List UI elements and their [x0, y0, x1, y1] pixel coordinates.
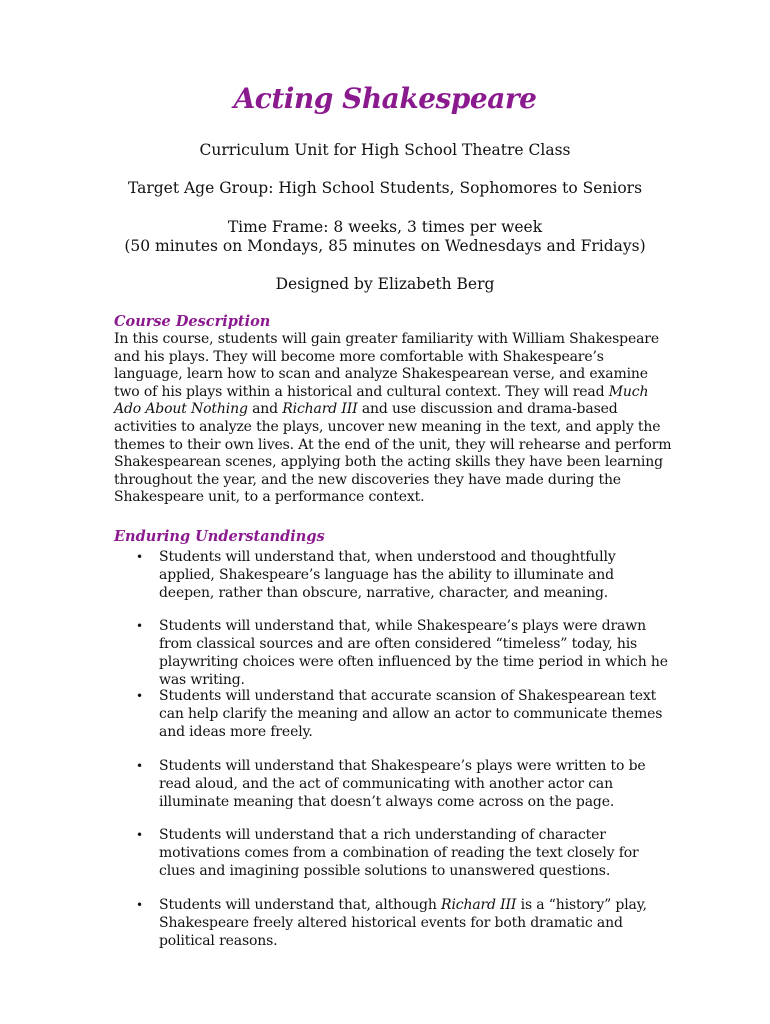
enduring-understandings-heading: Enduring Understandings [114, 528, 325, 545]
list-item [136, 617, 669, 689]
list-item [136, 896, 669, 950]
play-title-much-ado: Much Ado About Nothing [114, 383, 649, 418]
course-description-heading: Course Description [114, 313, 271, 330]
list-item-text: Students will understand that Shakespeare’s plays were written to be read aloud, and the act of communicating with another actor can illuminate meaning that doesn’t always come across on the page. [159, 758, 646, 810]
document-subtitle: Curriculum Unit for High School Theatre Class [199, 141, 571, 159]
bullet-icon: • [136, 759, 143, 773]
list-item-text: Students will understand that, when understood and thoughtfully applied, Shakespeare’s language has the ability to illuminate and deepen, rather than obscure, narrative, character, and meaning. [159, 549, 616, 601]
list-item [136, 826, 669, 880]
play-title-richard-iii: Richard III [282, 401, 358, 418]
designer-credit: Designed by Elizabeth Berg [275, 275, 495, 293]
list-item [136, 757, 669, 811]
list-item-text [159, 897, 647, 949]
time-frame-detail: (50 minutes on Mondays, 85 minutes on Wednesdays and Fridays) [124, 237, 646, 255]
list-item-text: Students will understand that accurate scansion of Shakespearean text can help clarify the meaning and allow an actor to communicate themes and ideas more freely. [159, 688, 663, 740]
bullet-icon: • [136, 619, 143, 633]
list-item [136, 548, 669, 602]
course-description-text [114, 331, 674, 507]
course-description-part-3: and use discussion and drama-based activities to analyze the plays, uncover new meaning in the text, and apply the themes to their own lives. At the end of the unit, they will rehearse and perform Shakespearean scenes, applying both the acting skills they have been learning throughout the year, and the new discoveries they have made during the Shakespeare unit, to a performance context. [114, 401, 672, 506]
bullet-icon: • [136, 550, 143, 564]
bullet-icon: • [136, 828, 143, 842]
bullet-icon: • [136, 898, 143, 912]
document-title: Acting Shakespeare [233, 82, 537, 115]
course-description-part-2: and [247, 401, 283, 418]
bullet-icon: • [136, 689, 143, 703]
list-item-text: Students will understand that a rich understanding of character motivations comes from a combination of reading the text closely for clues and imagining possible solutions to unanswered questions. [159, 827, 639, 879]
list-item-text-part-1: Students will understand that, although [159, 897, 442, 913]
course-description-part-1: In this course, students will gain greater familiarity with William Shakespeare and his plays. They will become more comfortable with Shakespeare’s language, learn how to scan and analyze Shakespearean verse, and examine two of his plays within a historical and cultural context. They will read [114, 331, 659, 400]
list-item-text-part-2: is a “history” play, Shakespeare freely altered historical events for both dramatic and political reasons. [159, 897, 647, 949]
play-title-richard-iii: Richard III [441, 897, 517, 913]
time-frame: Time Frame: 8 weeks, 3 times per week [227, 218, 543, 236]
list-item [136, 687, 669, 741]
target-age-group: Target Age Group: High School Students, Sophomores to Seniors [127, 179, 643, 197]
list-item-text: Students will understand that, while Shakespeare’s plays were drawn from classical sources and are often considered “timeless” today, his playwriting choices were often influenced by the time period in which he was writing. [159, 618, 668, 688]
